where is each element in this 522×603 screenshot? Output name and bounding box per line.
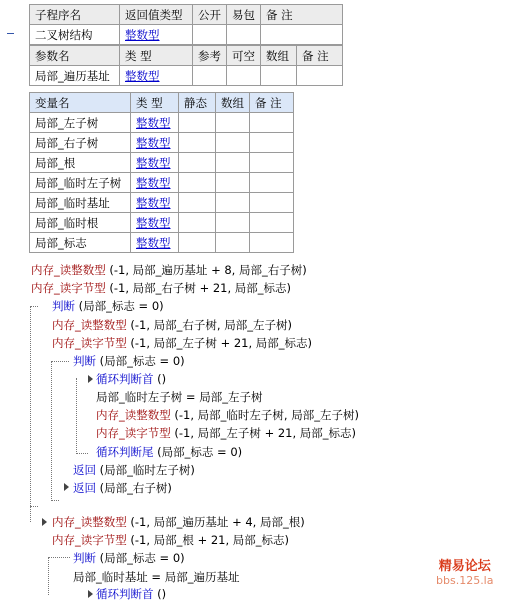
parameter-name[interactable]: 局部_遍历基址 [30,66,120,86]
function-call[interactable]: 内存_读字节型 [52,336,127,350]
header-cell: 数组 [261,46,297,66]
easy-pack-cell[interactable] [227,25,261,45]
function-call[interactable]: 内存_读字节型 [31,281,106,295]
header-cell: 类 型 [131,93,179,113]
flow-arrow-icon [64,483,69,491]
variable-type[interactable] [131,213,179,233]
call-args: () [153,372,167,386]
remark-cell[interactable] [250,153,294,173]
variable-table [29,92,294,253]
type-link[interactable]: 整数型 [136,155,171,170]
static-cell[interactable] [179,133,216,153]
parameter-type[interactable] [120,66,193,86]
forum-watermark [436,555,493,587]
array-cell[interactable] [216,193,250,213]
type-link[interactable]: 整数型 [136,195,171,210]
public-cell[interactable] [193,25,227,45]
keyword-if[interactable]: 判断 [73,551,96,565]
keyword-if[interactable]: 判断 [52,299,75,313]
keyword-if[interactable]: 判断 [73,354,96,368]
code-line[interactable] [96,370,166,388]
gutter-marker [7,33,14,34]
watermark-url: bbs.125.la [436,574,494,587]
keyword-loop-end[interactable]: 循环判断尾 [96,445,154,459]
flow-arrow-icon [42,518,47,526]
variable-name[interactable]: 局部_左子树 [30,113,131,133]
header-cell: 参考 [193,46,227,66]
function-call[interactable]: 内存_读字节型 [52,533,127,547]
header-cell: 公开 [193,5,227,25]
variable-row[interactable] [30,133,294,153]
array-cell[interactable] [216,173,250,193]
call-args: (-1, 局部_右子树 + 21, 局部_标志) [105,281,292,295]
header-cell: 子程序名 [30,5,120,25]
call-args: (局部_标志 = 0) [96,551,185,565]
remark-cell[interactable] [297,66,343,86]
call-args: (-1, 局部_右子树, 局部_左子树) [126,318,292,332]
code-line[interactable] [73,568,239,586]
code-line[interactable] [96,424,356,442]
variable-type[interactable] [131,193,179,213]
type-link[interactable]: 整数型 [125,27,160,42]
function-call[interactable]: 内存_读整数型 [52,318,127,332]
static-cell[interactable] [179,173,216,193]
type-link[interactable]: 整数型 [136,235,171,250]
variable-type[interactable] [131,113,179,133]
type-link[interactable]: 整数型 [136,215,171,230]
function-call[interactable]: 内存_读整数型 [96,408,171,422]
variable-row[interactable] [30,153,294,173]
keyword-return[interactable]: 返回 [73,463,96,477]
loop-arrow-icon [88,375,93,383]
array-cell[interactable] [216,233,250,253]
remark-cell[interactable] [261,25,343,45]
array-cell[interactable] [216,113,250,133]
call-args: (局部_标志 = 0) [96,354,185,368]
call-args: (-1, 局部_左子树 + 21, 局部_标志) [126,336,313,350]
type-link[interactable]: 整数型 [136,175,171,190]
call-args: (局部_右子树) [96,481,172,495]
subroutine-name[interactable]: 二叉树结构 [30,25,120,45]
call-args: (-1, 局部_遍历基址 + 8, 局部_右子树) [105,263,307,277]
static-cell[interactable] [179,153,216,173]
return-type[interactable] [120,25,193,45]
call-args: (-1, 局部_根 + 21, 局部_标志) [126,533,290,547]
static-cell[interactable] [179,233,216,253]
variable-row[interactable] [30,173,294,193]
keyword-loop-start[interactable]: 循环判断首 [96,372,154,386]
call-args: (局部_临时左子树) [96,463,195,477]
variable-type[interactable] [131,173,179,193]
function-call[interactable]: 内存_读整数型 [52,515,127,529]
code-line[interactable] [73,352,185,370]
parameter-table [29,45,343,86]
call-args: (局部_标志 = 0) [153,445,243,459]
keyword-return[interactable]: 返回 [73,481,96,495]
variable-row[interactable] [30,193,294,213]
keyword-loop-start[interactable]: 循环判断首 [96,587,154,601]
variable-name[interactable]: 局部_根 [30,153,131,173]
header-cell: 类 型 [120,46,193,66]
code-line[interactable] [31,261,307,279]
variable-type[interactable] [131,133,179,153]
code-line[interactable] [96,585,166,603]
nullable-cell[interactable] [227,66,261,86]
code-line[interactable] [73,479,172,497]
code-line[interactable] [52,334,312,352]
header-cell: 备 注 [250,93,294,113]
variable-row[interactable] [30,113,294,133]
subroutine-header-row [30,5,343,25]
array-cell[interactable] [216,133,250,153]
call-args: (-1, 局部_遍历基址 + 4, 局部_根) [126,515,305,529]
watermark-title: 精易论坛 [438,559,491,574]
code-line[interactable] [96,388,262,406]
static-cell[interactable] [179,213,216,233]
function-call[interactable]: 内存_读字节型 [96,426,171,440]
remark-cell[interactable] [250,193,294,213]
header-cell: 参数名 [30,46,120,66]
call-args: (-1, 局部_左子树 + 21, 局部_标志) [170,426,357,440]
subroutine-table [29,4,343,45]
type-link[interactable]: 整数型 [125,68,160,83]
variable-name[interactable]: 局部_右子树 [30,133,131,153]
call-args: () [153,587,167,601]
reference-cell[interactable] [193,66,227,86]
remark-cell[interactable] [250,133,294,153]
type-link[interactable]: 整数型 [136,115,171,130]
header-cell: 可空 [227,46,261,66]
variable-name[interactable]: 局部_临时左子树 [30,173,131,193]
header-cell: 静态 [179,93,216,113]
parameter-row[interactable] [30,66,343,86]
header-cell: 变量名 [30,93,131,113]
header-cell: 备 注 [297,46,343,66]
array-cell[interactable] [261,66,297,86]
code-line[interactable] [52,297,164,315]
variable-name[interactable]: 局部_临时根 [30,213,131,233]
code-line[interactable] [73,549,185,567]
header-cell: 数组 [216,93,250,113]
array-cell[interactable] [216,153,250,173]
variable-type[interactable] [131,233,179,253]
variable-row[interactable] [30,233,294,253]
variable-name[interactable]: 局部_临时基址 [30,193,131,213]
code-line[interactable] [52,316,292,334]
assignment: 局部_临时基址 = 局部_遍历基址 [73,570,240,584]
header-cell: 易包 [227,5,261,25]
remark-cell[interactable] [250,113,294,133]
parameter-header-row [30,46,343,66]
header-cell: 备 注 [261,5,343,25]
static-cell[interactable] [179,113,216,133]
header-cell: 返回值类型 [120,5,193,25]
call-args: (局部_标志 = 0) [75,299,164,313]
remark-cell[interactable] [250,173,294,193]
variable-header-row [30,93,294,113]
variable-type[interactable] [131,153,179,173]
variable-name[interactable]: 局部_标志 [30,233,131,253]
static-cell[interactable] [179,193,216,213]
code-line[interactable] [73,461,195,479]
type-link[interactable]: 整数型 [136,135,171,150]
loop-arrow-icon [88,590,93,598]
call-args: (-1, 局部_临时左子树, 局部_左子树) [170,408,359,422]
remark-cell[interactable] [250,213,294,233]
code-line[interactable] [96,443,242,461]
code-line[interactable] [96,406,359,424]
assignment: 局部_临时左子树 = 局部_左子树 [96,390,263,404]
code-line[interactable] [31,279,291,297]
variable-row[interactable] [30,213,294,233]
function-call[interactable]: 内存_读整数型 [31,263,106,277]
array-cell[interactable] [216,213,250,233]
remark-cell[interactable] [250,233,294,253]
code-line[interactable] [52,531,289,549]
code-line[interactable] [52,513,305,531]
subroutine-row[interactable] [30,25,343,45]
